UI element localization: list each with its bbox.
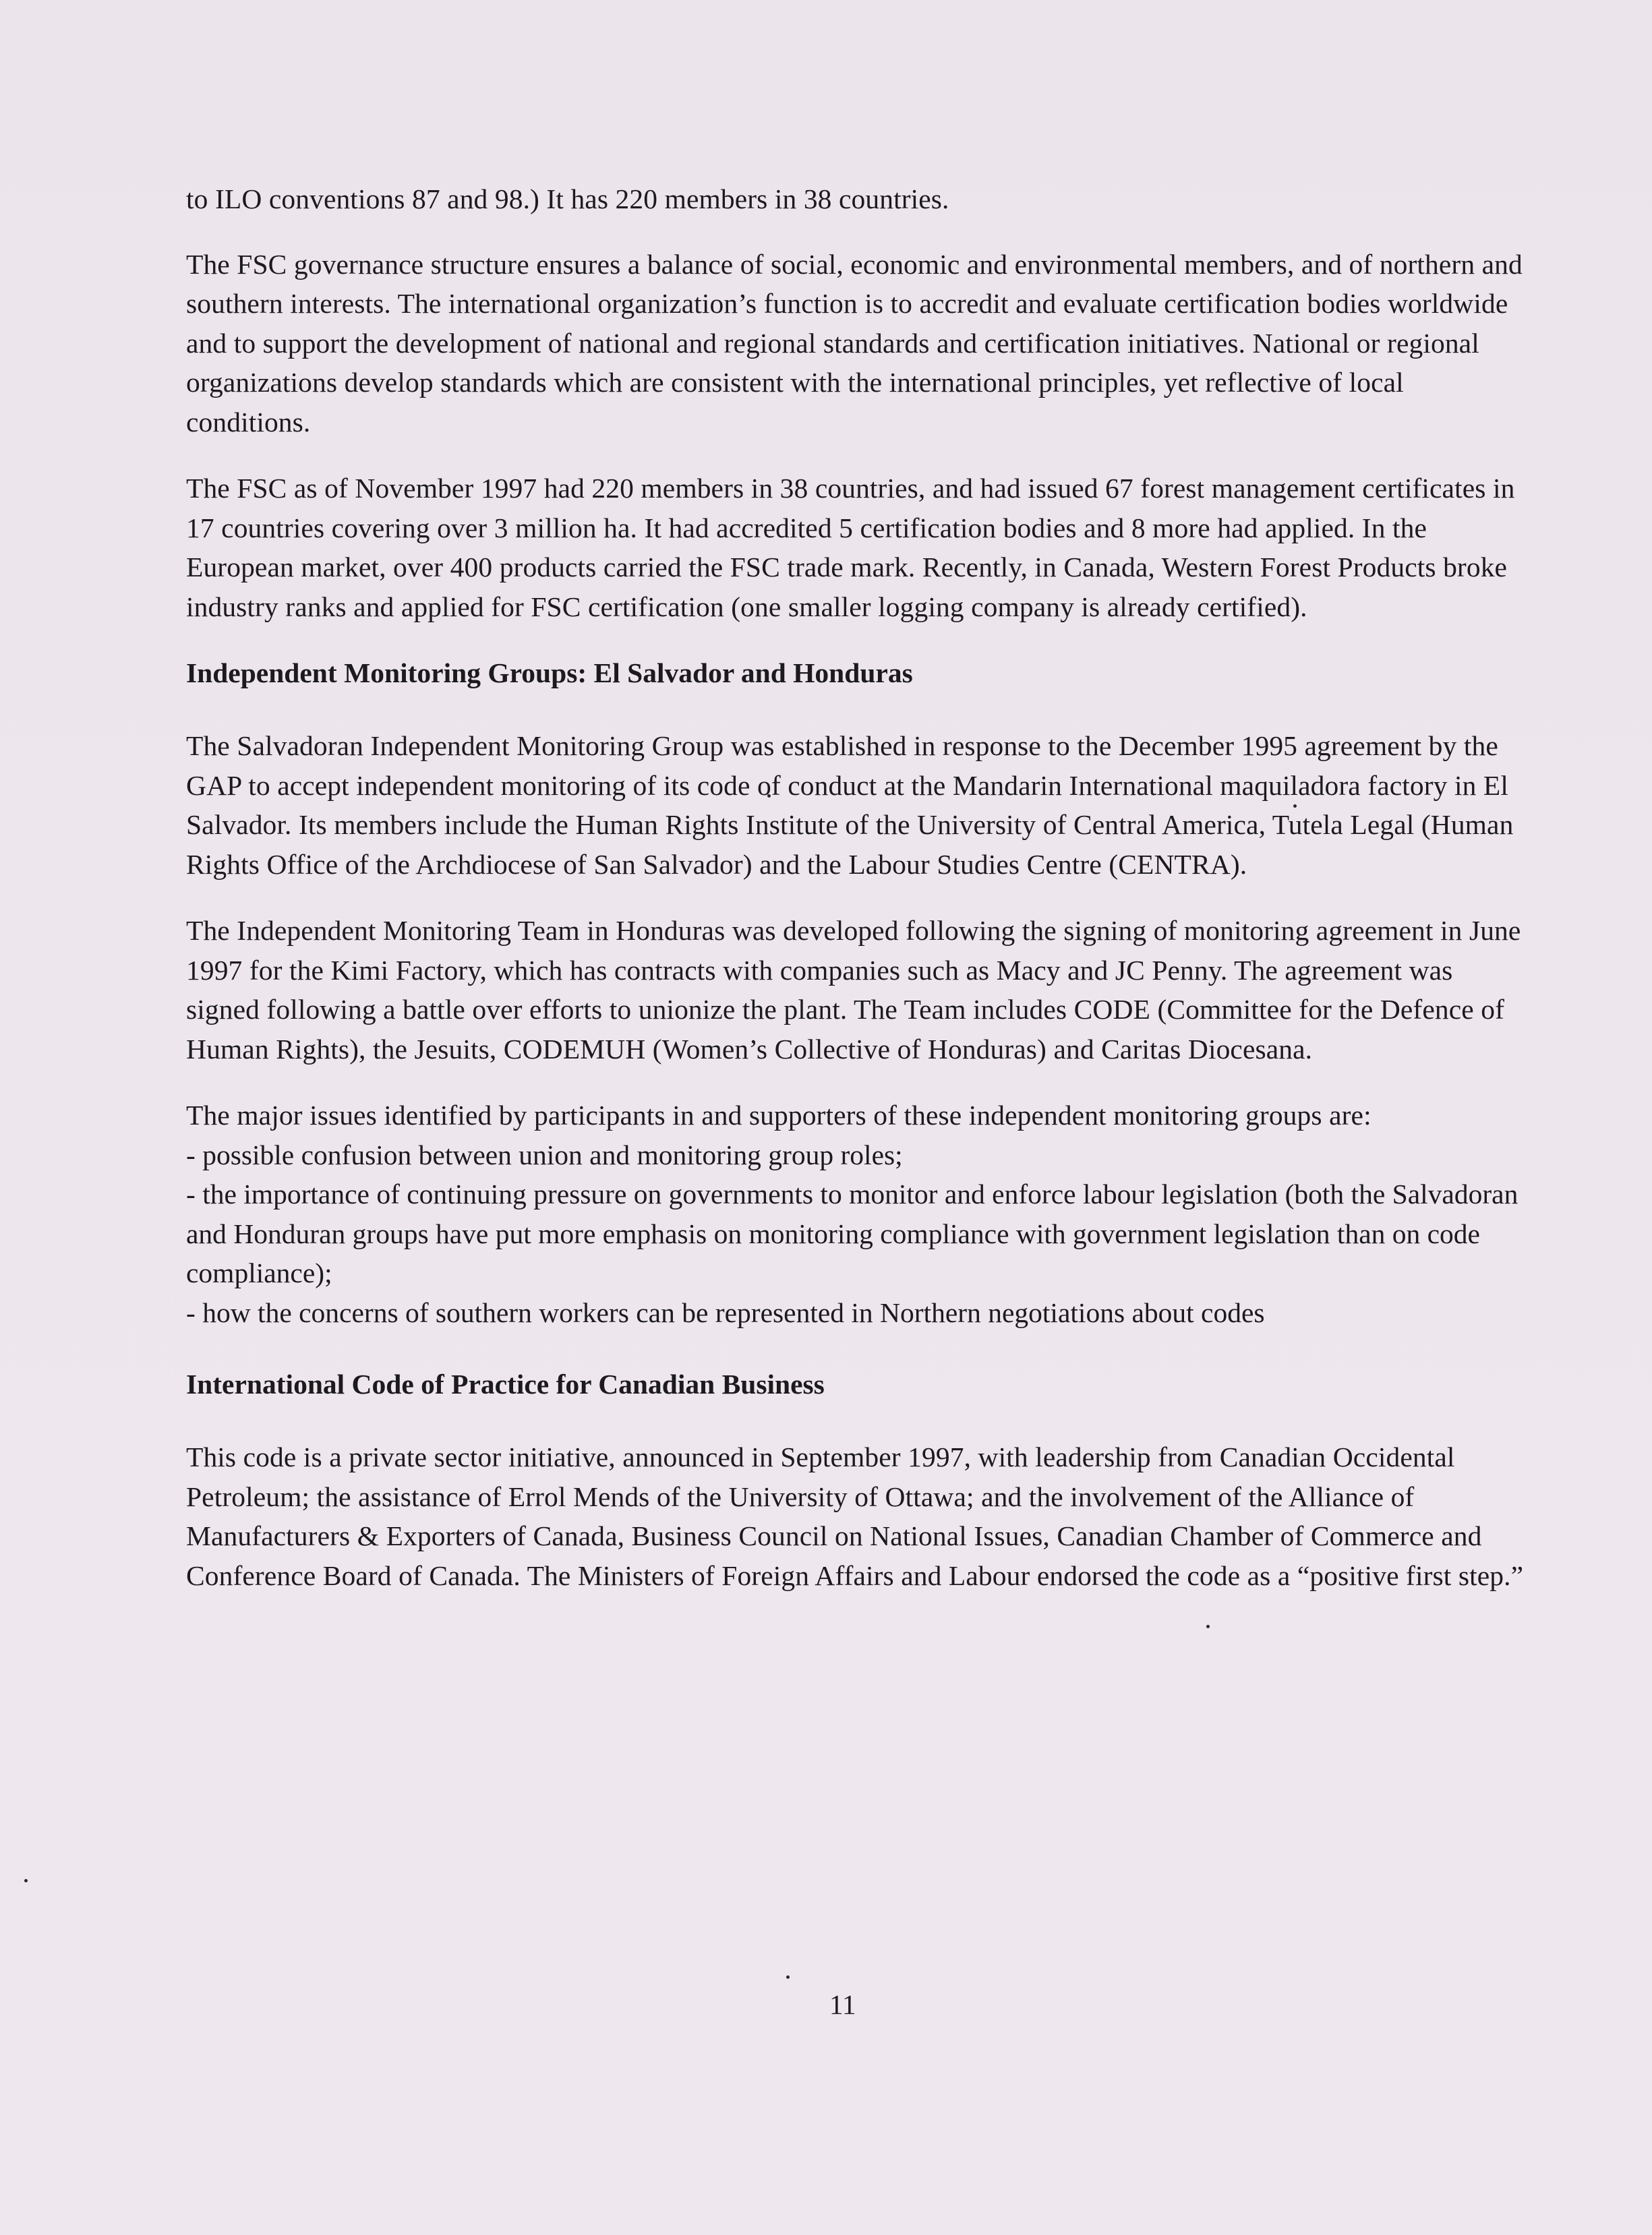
paragraph: This code is a private sector initiative, announced in September 1997, with leadership from Canadian Occidental Petroleum; the assistance of Errol Mends of the University of Ottawa; and the involvement of the Alliance of Manufacturers & Exporters of Canada, Business Council on National Issues, Canadian Chamber of Commerce and Conference Board of Canada. The Ministers of Foreign Affairs and Labour endorsed the code as a “positive first step.” xyxy=(186,1441,1524,1591)
list-item: - possible confusion between union and monitoring group roles; xyxy=(186,1139,903,1170)
speck xyxy=(786,1975,790,1979)
page-number: 11 xyxy=(829,1989,856,2020)
list-item: - how the concerns of southern workers can be represented in Northern negotiations about codes xyxy=(186,1297,1265,1328)
section-heading: International Code of Practice for Canadian Business xyxy=(186,1369,825,1400)
paragraph: to ILO conventions 87 and 98.) It has 220 members in 38 countries. xyxy=(186,183,949,214)
paragraph: The FSC governance structure ensures a balance of social, economic and environmental members, and of northern and southern interests. The international organization’s function is to accredit and evaluate certification bodies worldwide and to support the development of national and regional standards and certification initiatives. National or regional organizations develop standards which are consistent with the international principles, yet reflective of local conditions. xyxy=(186,248,1523,438)
paragraph: The Independent Monitoring Team in Honduras was developed following the signing of monitoring agreement in June 1997 for the Kimi Factory, which has contracts with companies such as Macy and JC Penny. The agreement was signed following a battle over efforts to unionize the plant. The Team includes CODE (Committee for the Defence of Human Rights), the Jesuits, CODEMUH (Women’s Collective of Honduras) and Caritas Diocesana. xyxy=(186,915,1521,1065)
paragraph: The FSC as of November 1997 had 220 members in 38 countries, and had issued 67 forest management certificates in 17 countries covering over 3 million ha. It had accredited 5 certification bodies and 8 more had applied. In the European market, over 400 products carried the FSC trade mark. Recently, in Canada, Western Forest Products broke industry ranks and applied for FSC certification (one smaller logging company is already certified). xyxy=(186,473,1515,622)
section-heading: Independent Monitoring Groups: El Salvador and Honduras xyxy=(186,657,913,688)
paragraph: The Salvadoran Independent Monitoring Group was established in response to the December 1995 agreement by the GAP to accept independent monitoring of its code of conduct at the Mandarin International maquiladora factory in El Salvador. Its members include the Human Rights Institute of the University of Central America, Tutela Legal (Human Rights Office of the Archdiocese of San Salvador) and the Labour Studies Centre (CENTRA). xyxy=(186,730,1514,880)
document-body xyxy=(186,179,1528,1622)
speck xyxy=(24,1879,28,1882)
issues-list xyxy=(186,1135,1528,1333)
list-item: - the importance of continuing pressure on governments to monitor and enforce labour legislation (both the Salvadoran and Honduran groups have put more emphasis on monitoring compliance with government legislation than on code compliance); xyxy=(186,1179,1518,1288)
speck xyxy=(1206,1625,1210,1628)
paragraph: The major issues identified by participants in and supporters of these independent monitoring groups are: xyxy=(186,1100,1371,1131)
